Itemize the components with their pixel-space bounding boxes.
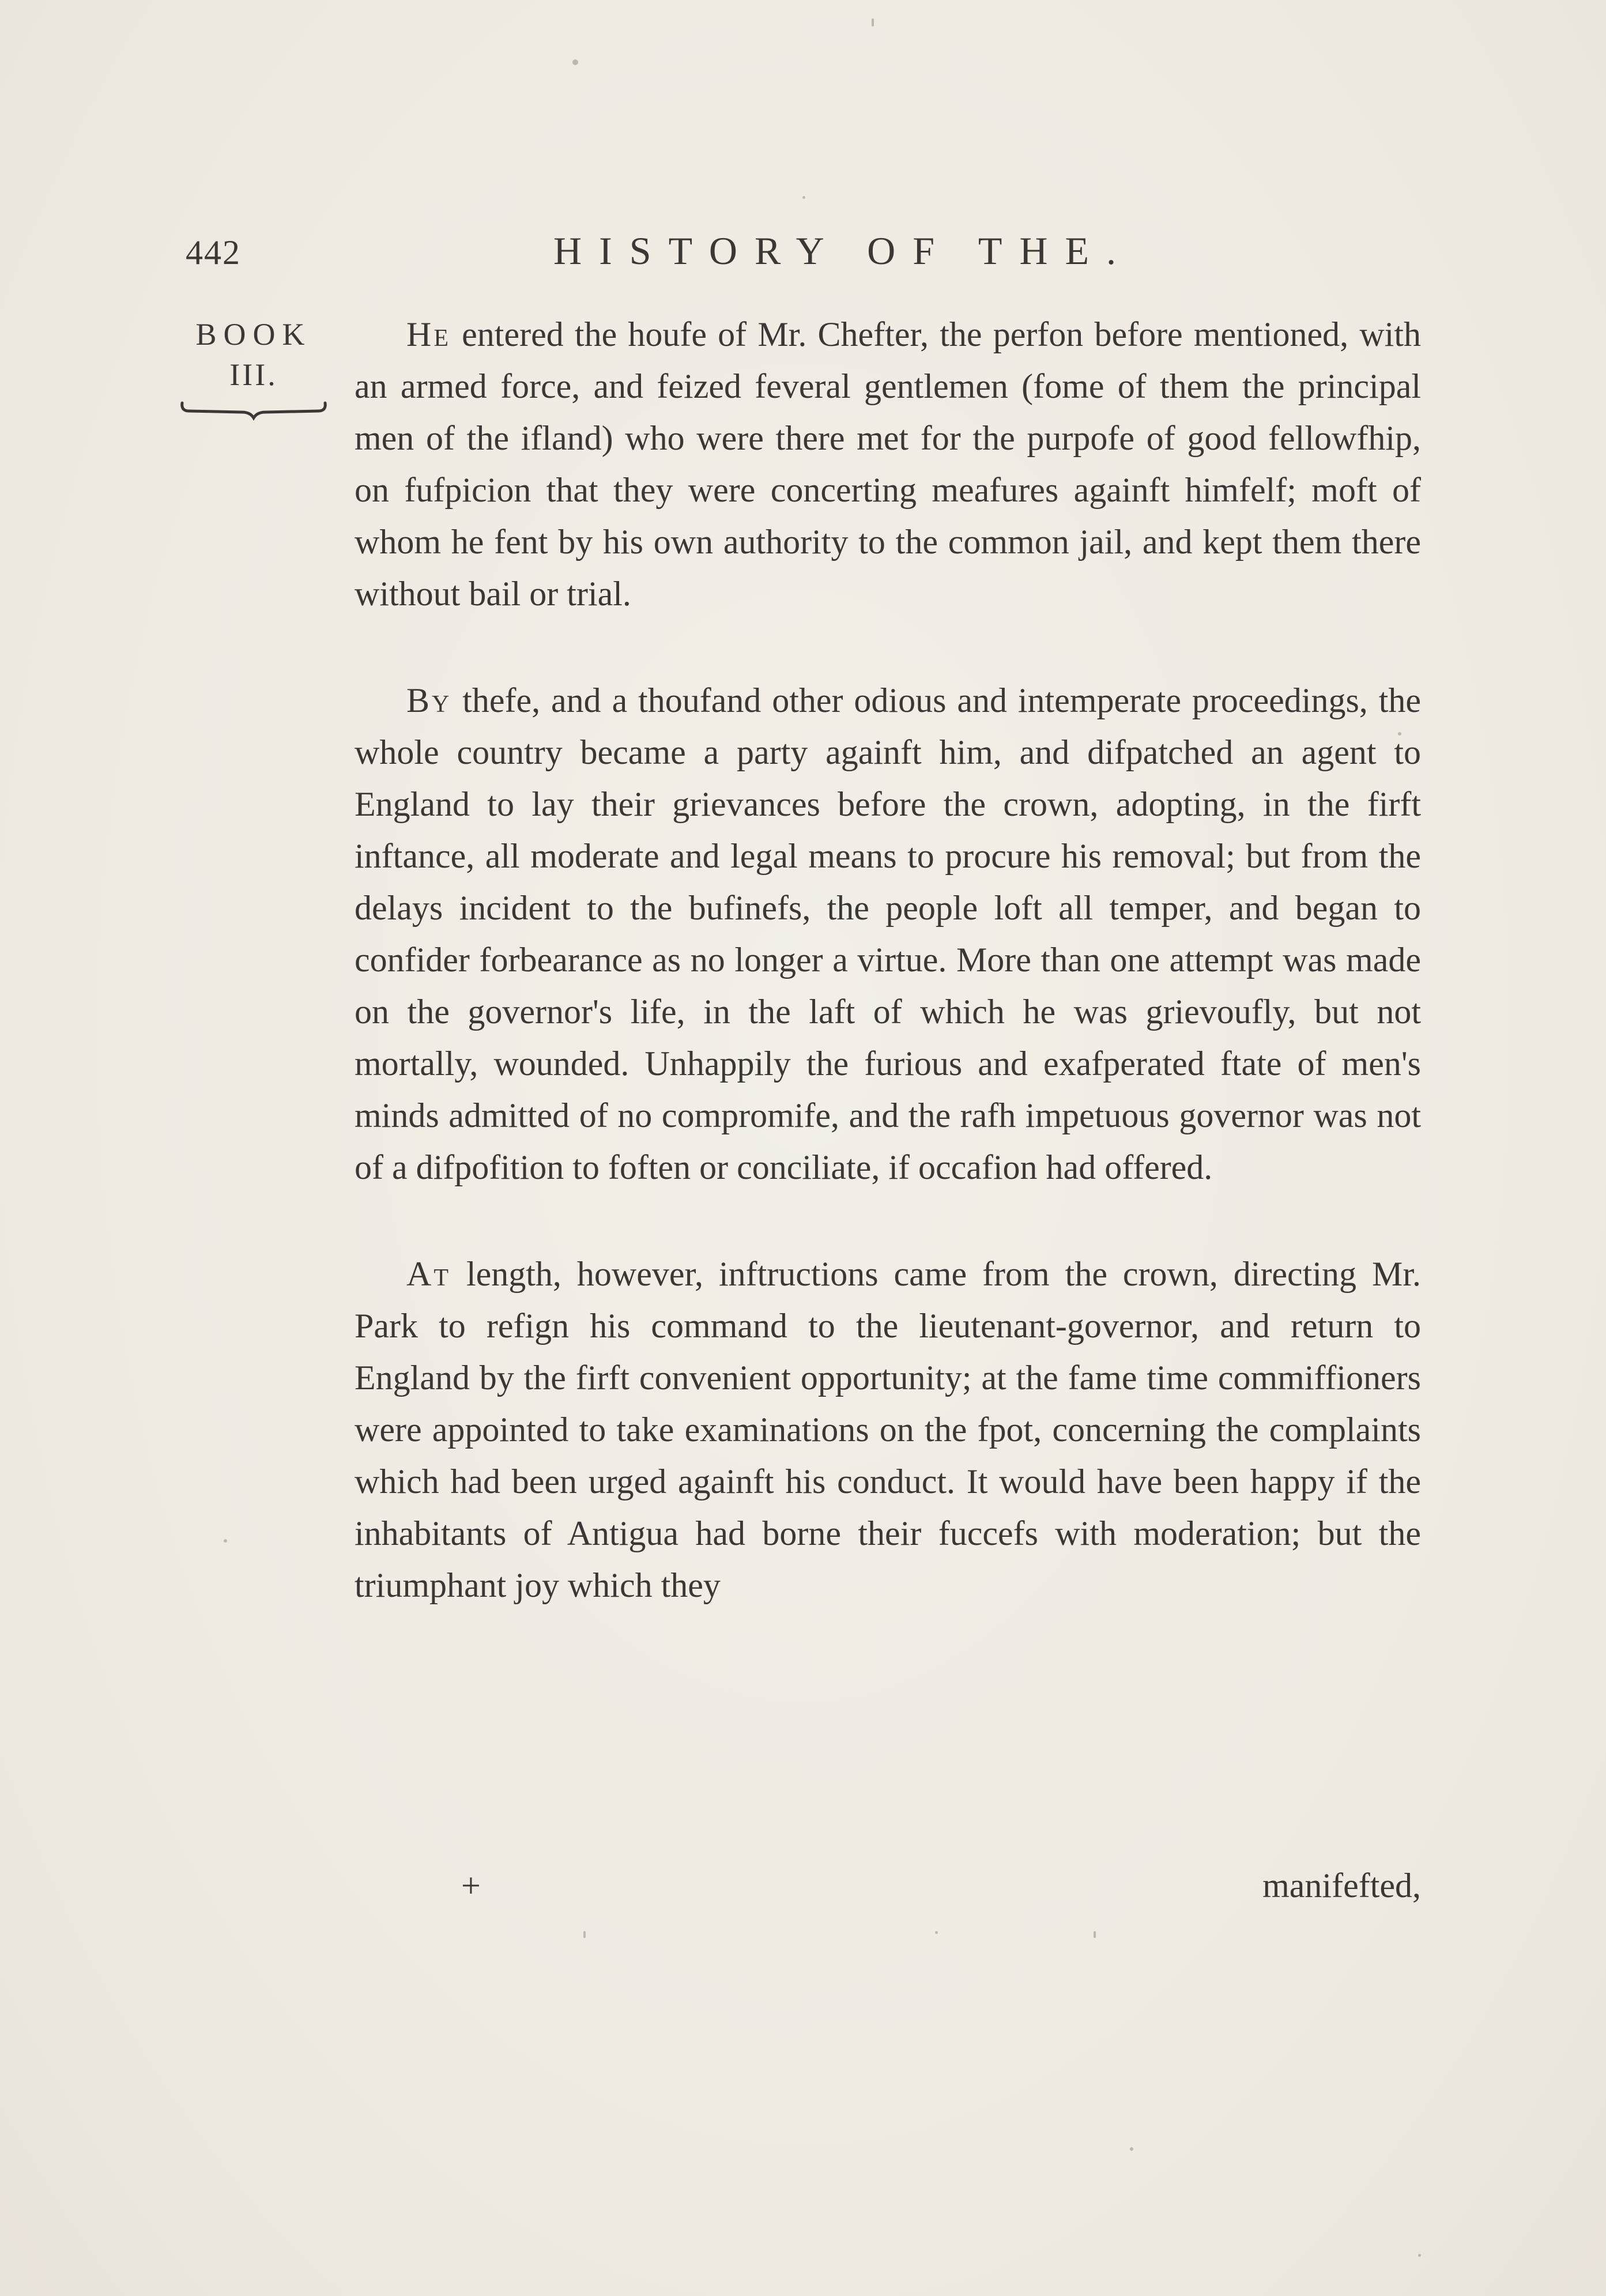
margin-brace-ornament: [179, 399, 329, 423]
paragraph-lead-word: He: [406, 315, 451, 353]
paragraph-lead-word: At: [406, 1255, 451, 1293]
signature-mark: +: [461, 1867, 481, 1905]
paragraph-text: thefe, and a thoufand other odious and intemperate proceedings, the whole country became a party againft him, and difpatched an agent to England to lay their grievances before the crown, adopting, in the firft inftance, all moderate and legal means to procure his removal; but from the delays incident to the bufinefs, the people loft all temper, and began to confider forbearance as no longer a virtue. More than one attempt was made on the governor's life, in the laft of which he was grievoufly, but not mortally, wounded. Unhappily the furious and exafperated ftate of men's minds admitted of no compromife, and the rafh impetuous governor was not of a difpofition to foften or conciliate, if occafion had offered.: [355, 681, 1421, 1186]
page-footer: [355, 1860, 1421, 1912]
paragraph-text: entered the houfe of Mr. Chefter, the perfon before mentioned, with an armed force, and feized feveral gentlemen (fome of them the principal men of the ifland) who were there met for the purpofe of good fellowfhip, on fufpicion that they were concerting meafures againft himfelf; moft of whom he fent by his own authority to the common jail, and kept them there without bail or trial.: [355, 315, 1421, 613]
paragraph: [355, 1248, 1421, 1611]
margin-volume-label: III.: [229, 357, 278, 392]
margin-note: [176, 314, 331, 423]
page-number: 442: [186, 233, 241, 272]
paragraph-lead-word: By: [406, 681, 452, 719]
body-text: [355, 308, 1421, 1666]
paragraph: [355, 674, 1421, 1193]
margin-book-label: BOOK: [195, 317, 312, 352]
running-head: HISTORY OF THE.: [553, 229, 1134, 273]
paragraph: [355, 308, 1421, 620]
paragraph-text: length, however, inftructions came from the crown, directing Mr. Park to refign his command to the lieutenant-governor, and return to England by the firft convenient opportunity; at the fame time commiffioners were appointed to take examinations on the fpot, concerning the complaints which had been urged againft his conduct. It would have been happy if the inhabitants of Antigua had borne their fuccefs with moderation; but the triumphant joy which they: [355, 1255, 1421, 1604]
catchword: manifefted,: [1262, 1867, 1421, 1905]
